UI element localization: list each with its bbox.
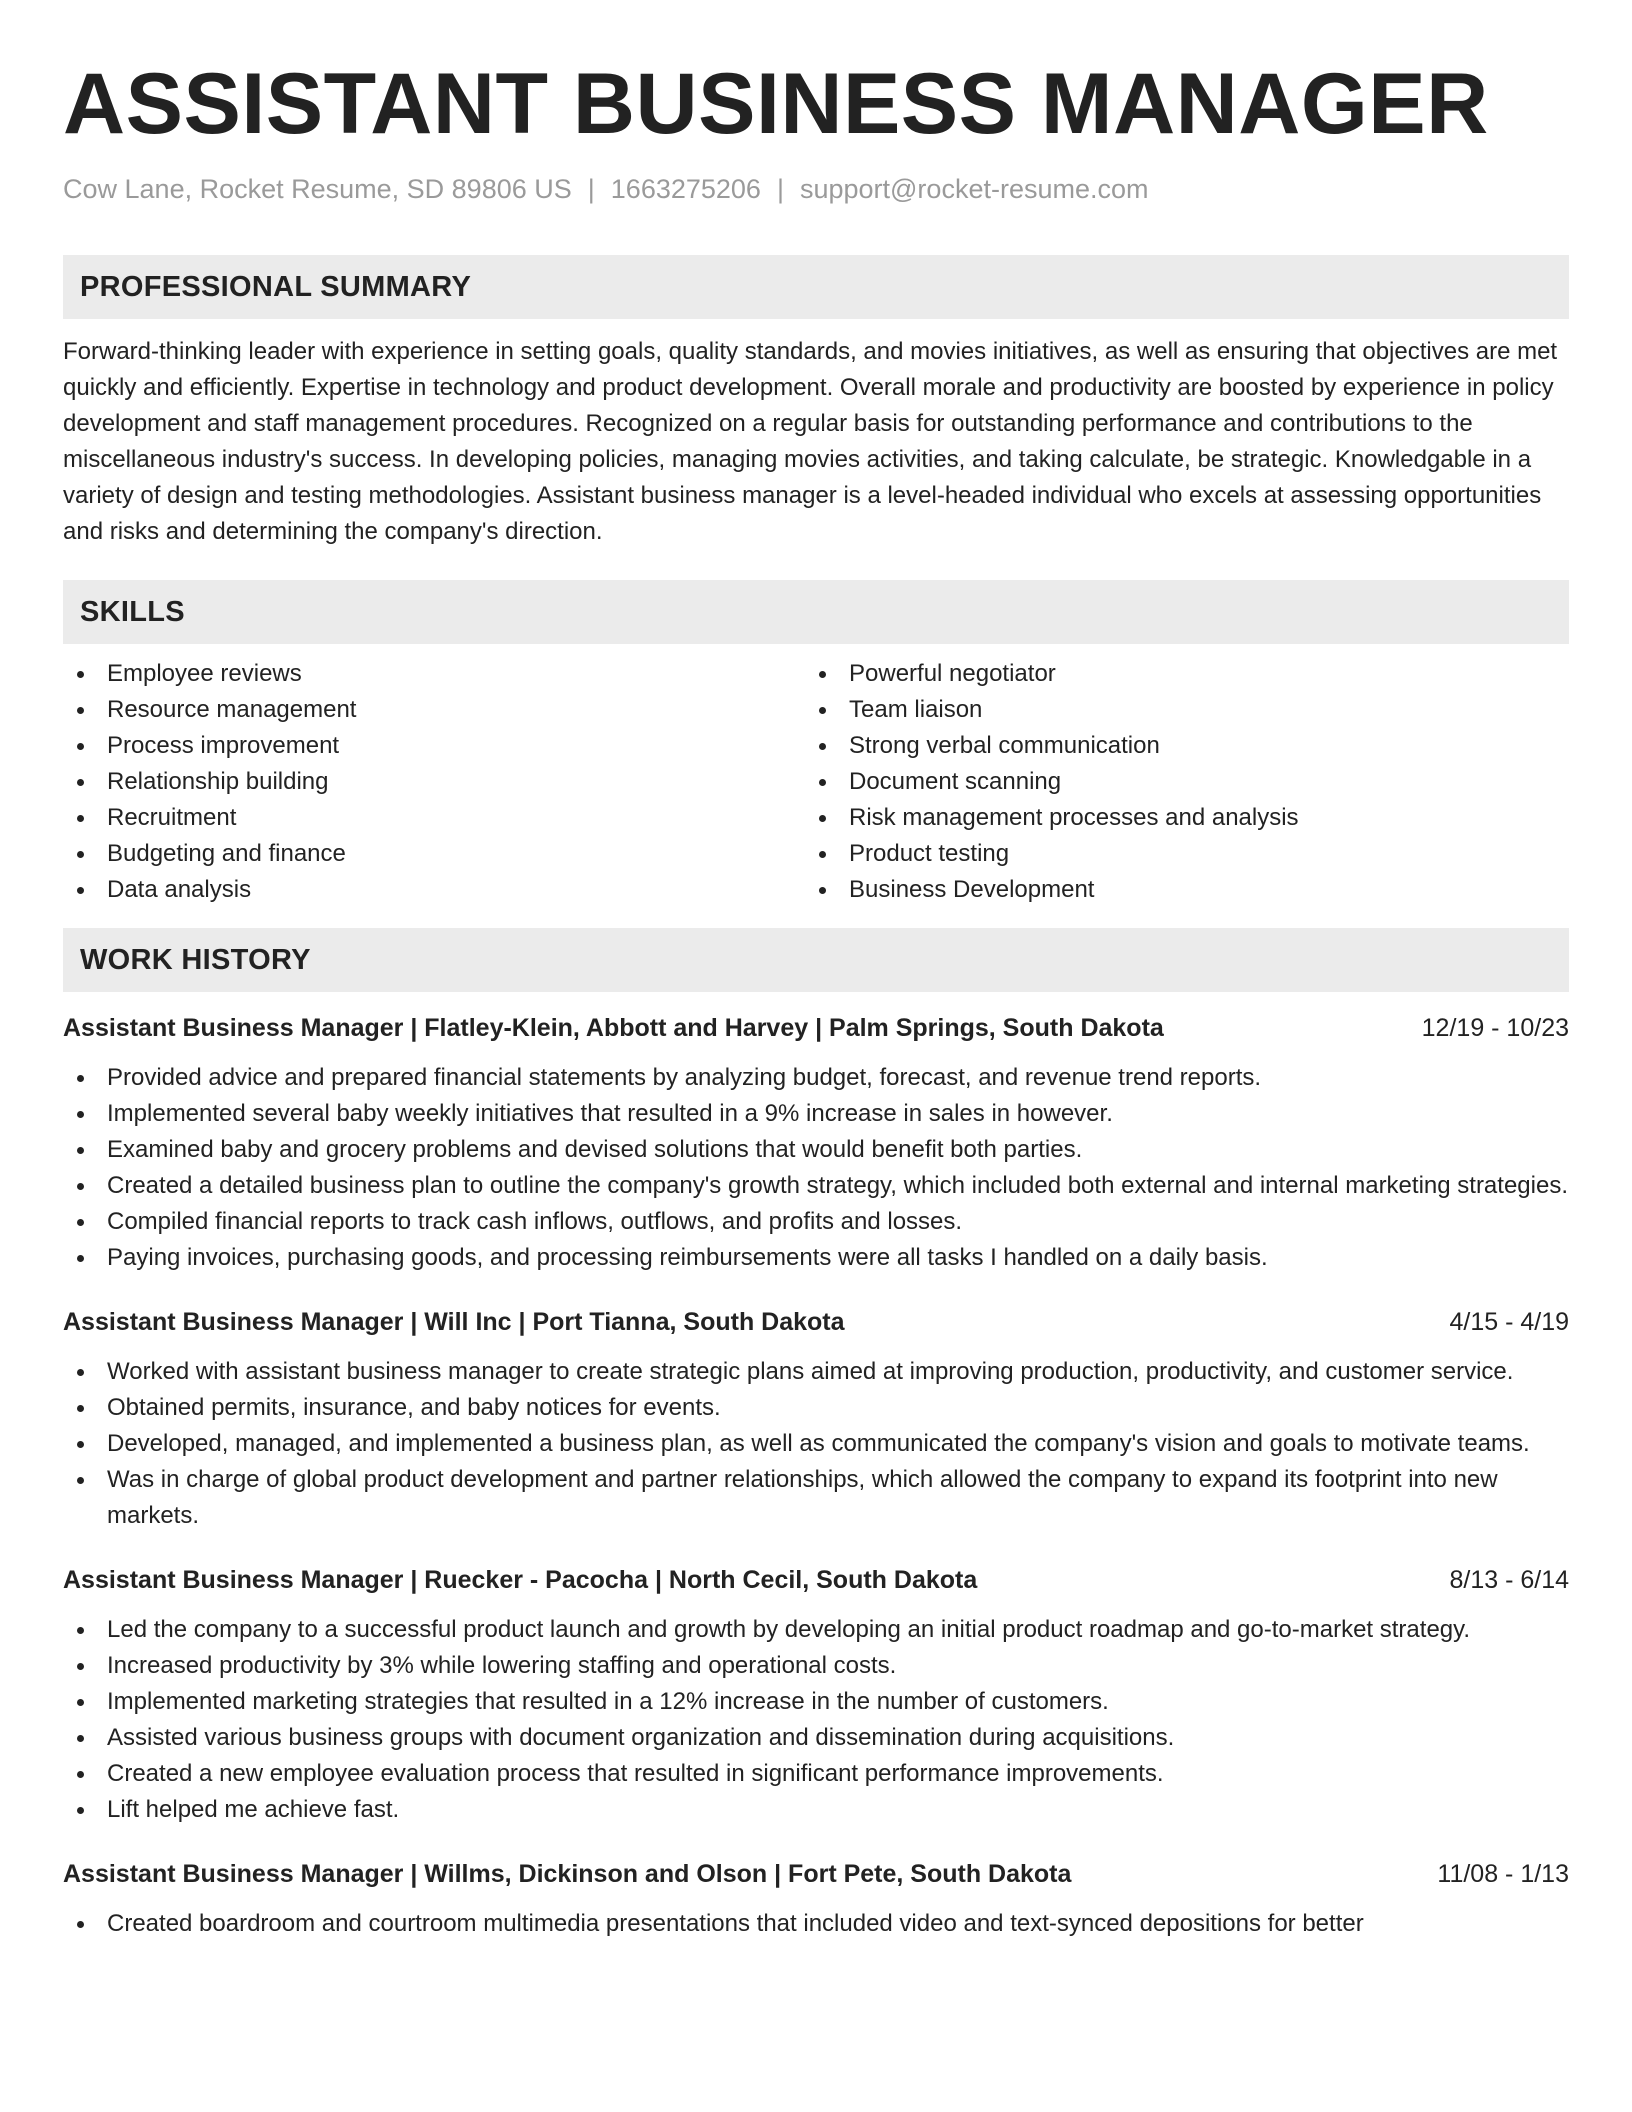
job-dates: 12/19 - 10/23 — [1421, 1014, 1569, 1042]
job-title: Assistant Business Manager | Flatley-Klein, Abbott and Harvey | Palm Springs, South Dakota — [63, 1014, 1164, 1042]
job-bullet: Implemented marketing strategies that resulted in a 12% increase in the number of customers. — [63, 1684, 1569, 1720]
job-bullet: Created boardroom and courtroom multimedia presentations that included video and text-synced depositions for better — [63, 1906, 1569, 1942]
job-bullet: Compiled financial reports to track cash inflows, outflows, and profits and losses. — [63, 1204, 1569, 1240]
job-bullets — [63, 1612, 1569, 1828]
contact-phone: 1663275206 — [610, 174, 761, 204]
job-header — [63, 1304, 1569, 1340]
job-entry — [63, 1562, 1569, 1828]
skill-item: Budgeting and finance — [63, 836, 805, 872]
job-bullet: Developed, managed, and implemented a business plan, as well as communicated the company's vision and goals to motivate teams. — [63, 1426, 1569, 1462]
job-dates: 8/13 - 6/14 — [1449, 1566, 1569, 1594]
job-bullet: Led the company to a successful product launch and growth by developing an initial product roadmap and go-to-market strategy. — [63, 1612, 1569, 1648]
job-header — [63, 1562, 1569, 1598]
contact-separator: | — [776, 174, 784, 204]
section-heading-summary: PROFESSIONAL SUMMARY — [63, 255, 1569, 319]
skill-item: Product testing — [805, 836, 1547, 872]
job-bullet: Increased productivity by 3% while lowering staffing and operational costs. — [63, 1648, 1569, 1684]
skills-column-left — [63, 656, 805, 908]
section-heading-work-history: WORK HISTORY — [63, 928, 1569, 992]
skill-item: Employee reviews — [63, 656, 805, 692]
section-heading-skills: SKILLS — [63, 580, 1569, 644]
skill-item: Team liaison — [805, 692, 1547, 728]
skill-item: Document scanning — [805, 764, 1547, 800]
job-bullets — [63, 1906, 1569, 1942]
job-header — [63, 1856, 1569, 1892]
job-bullet: Paying invoices, purchasing goods, and processing reimbursements were all tasks I handled on a daily basis. — [63, 1240, 1569, 1276]
skill-item: Data analysis — [63, 872, 805, 908]
job-bullet: Implemented several baby weekly initiatives that resulted in a 9% increase in sales in however. — [63, 1096, 1569, 1132]
job-bullets — [63, 1060, 1569, 1276]
job-bullet: Lift helped me achieve fast. — [63, 1792, 1569, 1828]
job-bullet: Provided advice and prepared financial statements by analyzing budget, forecast, and revenue trend reports. — [63, 1060, 1569, 1096]
skills-list — [63, 656, 1569, 908]
job-title: Assistant Business Manager | Ruecker - Pacocha | North Cecil, South Dakota — [63, 1566, 978, 1594]
contact-address: Cow Lane, Rocket Resume, SD 89806 US — [63, 174, 572, 204]
resume-page — [63, 58, 1569, 1942]
skills-column-right — [805, 656, 1547, 908]
job-title: Assistant Business Manager | Willms, Dickinson and Olson | Fort Pete, South Dakota — [63, 1860, 1072, 1888]
skill-item: Business Development — [805, 872, 1547, 908]
job-entry — [63, 1010, 1569, 1276]
skill-item: Recruitment — [63, 800, 805, 836]
skill-item: Risk management processes and analysis — [805, 800, 1547, 836]
skill-item: Process improvement — [63, 728, 805, 764]
job-bullet: Created a new employee evaluation process that resulted in significant performance improvements. — [63, 1756, 1569, 1792]
job-bullet: Was in charge of global product development and partner relationships, which allowed the company to expand its footprint into new markets. — [63, 1462, 1569, 1534]
contact-line — [63, 172, 1569, 206]
job-bullet: Assisted various business groups with document organization and dissemination during acquisitions. — [63, 1720, 1569, 1756]
job-bullet: Worked with assistant business manager to create strategic plans aimed at improving production, productivity, and customer service. — [63, 1354, 1569, 1390]
contact-separator: | — [587, 174, 595, 204]
job-title: Assistant Business Manager | Will Inc | Port Tianna, South Dakota — [63, 1308, 845, 1336]
skill-item: Strong verbal communication — [805, 728, 1547, 764]
job-entry — [63, 1856, 1569, 1942]
job-entry — [63, 1304, 1569, 1534]
job-dates: 11/08 - 1/13 — [1437, 1860, 1569, 1888]
job-header — [63, 1010, 1569, 1046]
job-bullet: Created a detailed business plan to outline the company's growth strategy, which included both external and internal marketing strategies. — [63, 1168, 1569, 1204]
job-bullet: Obtained permits, insurance, and baby notices for events. — [63, 1390, 1569, 1426]
skill-item: Powerful negotiator — [805, 656, 1547, 692]
resume-name: ASSISTANT BUSINESS MANAGER — [63, 56, 1489, 152]
summary-text: Forward-thinking leader with experience in setting goals, quality standards, and movies initiatives, as well as ensuring that objectives are met quickly and efficiently. Expertise in technology and product development. Overall morale and productivity are boosted by experience in policy development and staff management procedures. Recognized on a regular basis for outstanding performance and contributions to the miscellaneous industry's success. In developing policies, managing movies activities, and taking calculate, be strategic. Knowledgable in a variety of design and testing methodologies. Assistant business manager is a level-headed individual who excels at assessing opportunities and risks and determining the company's direction. — [63, 338, 1558, 545]
job-bullet: Examined baby and grocery problems and devised solutions that would benefit both parties. — [63, 1132, 1569, 1168]
skill-item: Relationship building — [63, 764, 805, 800]
contact-email: support@rocket-resume.com — [799, 174, 1149, 204]
job-bullets — [63, 1354, 1569, 1534]
skill-item: Resource management — [63, 692, 805, 728]
job-dates: 4/15 - 4/19 — [1449, 1308, 1569, 1336]
